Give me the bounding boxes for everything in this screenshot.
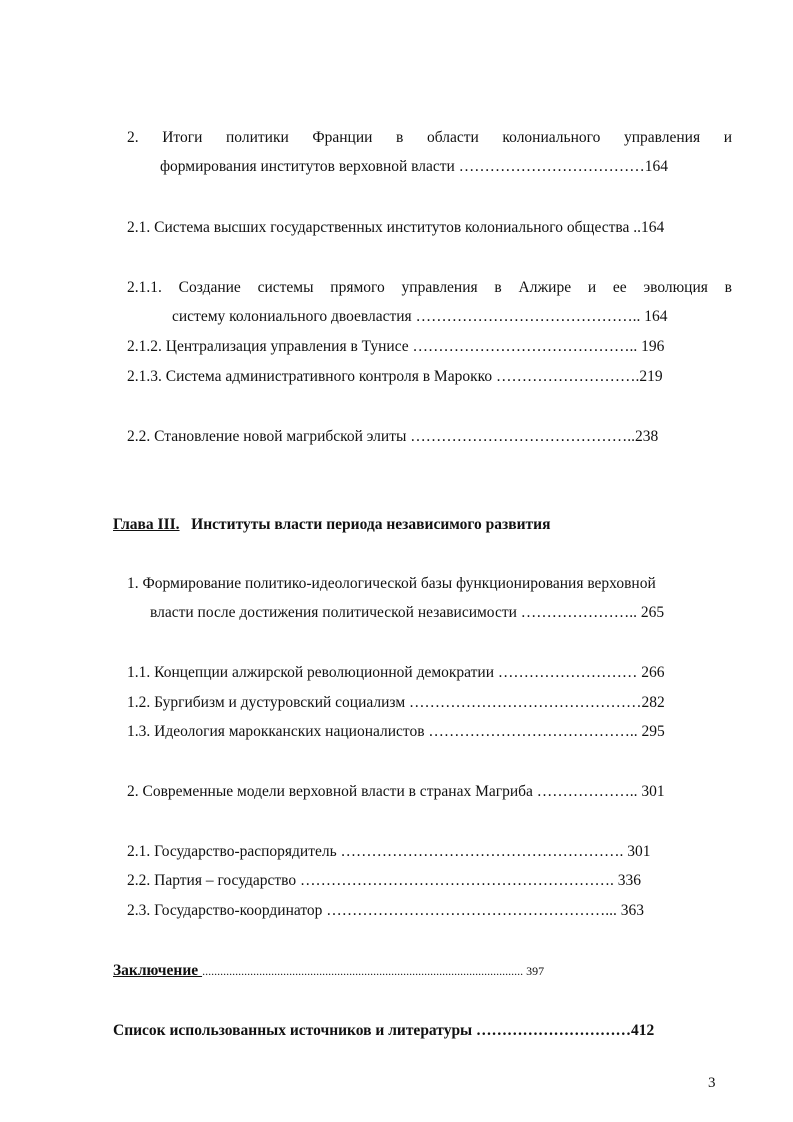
- toc-entry-c2-2: 2.2. Партия – государство ……………………………………………………. 336: [127, 872, 642, 889]
- toc-entry-c2-1: 2.1. Государство-распорядитель ………………………………………………. 301: [127, 843, 651, 860]
- toc-entry-2-1: 2.1. Система высших государственных институтов колониального общества ..164: [127, 219, 665, 236]
- toc-entry-c1-line1: 1. Формирование политико-идеологической базы функционирования верховной: [127, 575, 656, 592]
- toc-entry-2-line1: 2. Итоги политики Франции в области колониального управления и: [127, 129, 732, 146]
- chapter-3-title: Институты власти периода независимого развития: [179, 516, 551, 533]
- toc-entry-c1-3: 1.3. Идеология марокканских националистов ………………………………….. 295: [127, 723, 665, 740]
- conclusion-label: Заключение: [113, 962, 203, 979]
- toc-entry-c1-1: 1.1. Концепции алжирской революционной демократии ……………………… 266: [127, 664, 665, 681]
- toc-entry-2-2: 2.2. Становление новой магрибской элиты ……………………………………..238: [127, 428, 659, 445]
- conclusion-dots: ........................................................................................................... 397: [202, 964, 545, 978]
- chapter-3-number: Глава III.: [113, 516, 180, 533]
- toc-entry-2-1-1-line1: 2.1.1. Создание системы прямого управления в Алжире и ее эволюция в: [127, 279, 732, 296]
- toc-entry-c2: 2. Современные модели верховной власти в странах Магриба ……………….. 301: [127, 783, 665, 800]
- chapter-3-heading: [113, 515, 550, 535]
- toc-entry-c2-3: 2.3. Государство-координатор ………………………………………………... 363: [127, 902, 645, 919]
- toc-entry-c1-2: 1.2. Бургибизм и дустуровский социализм ………………………………………282: [127, 694, 665, 711]
- page-number: 3: [708, 1075, 716, 1091]
- toc-entry-c1-line2: власти после достижения политической независимости ………………….. 265: [150, 604, 665, 621]
- toc-entry-2-1-2: 2.1.2. Централизация управления в Тунисе …………………………………….. 196: [127, 338, 665, 355]
- toc-entry-sources: Список использованных источников и литературы …………………………412: [113, 1022, 655, 1039]
- toc-entry-2-line2: формирования институтов верховной власти ………………………………164: [160, 158, 668, 175]
- toc-entry-conclusion: [113, 961, 544, 981]
- toc-entry-2-1-3: 2.1.3. Система административного контроля в Марокко ……………………….219: [127, 368, 663, 385]
- toc-entry-2-1-1-line2: систему колониального двоевластия …………………………………….. 164: [172, 308, 668, 325]
